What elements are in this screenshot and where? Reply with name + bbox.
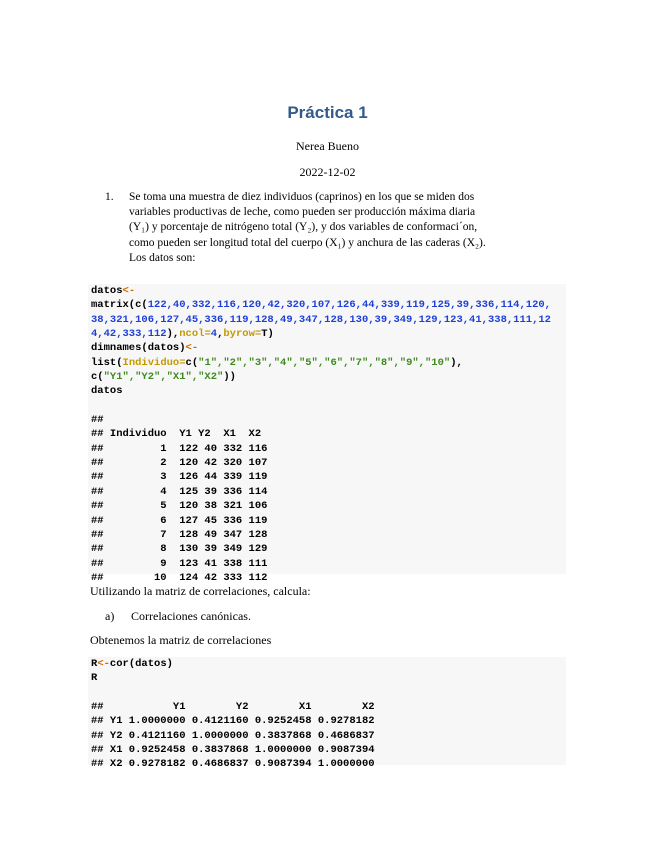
output-line: ## 6 127 45 336 119 [91,514,268,527]
item-number: 1. [105,191,114,203]
output-line: ## [91,414,104,427]
code-line: list(Individuo=c("1","2","3","4","5","6","7","8","9","10"), [91,356,463,369]
code-line: 4,42,333,112),ncol=4,byrow=T) [91,328,274,341]
output-line: ## 2 120 42 320 107 [91,457,268,470]
code-line-blank [91,686,566,700]
document-date: 2022-12-02 [299,165,356,179]
item-line: Los datos son: [129,251,196,264]
code-line: R [91,672,98,685]
paragraph-instruction: Utilizando la matriz de correlaciones, calcula: [90,584,311,598]
output-line: ## Y1 Y2 X1 X2 [91,701,375,714]
code-line-blank [91,399,566,413]
output-line: ## 1 122 40 332 116 [91,442,268,455]
output-line: ## Individuo Y1 Y2 X1 X2 [91,428,262,441]
item-line: (Y₁) y porcentaje de nitrógeno total (Y₂), y dos variables de conformaci´on, [129,221,478,234]
output-line: ## Y1 1.0000000 0.4121160 0.9252458 0.9278182 [91,715,375,728]
output-line: ## 8 130 39 349 129 [91,543,268,556]
output-line: ## 4 125 39 336 114 [91,485,268,498]
output-line: ## 9 123 41 338 111 [91,557,268,570]
item-text [129,190,565,266]
page-title: Práctica 1 [287,103,368,122]
output-line: ## 10 124 42 333 112 [91,571,268,584]
code-block-correlation [88,657,566,771]
code-block-datos [88,284,566,584]
sub-item-text: Correlaciones canónicas. [131,609,251,623]
paragraph-correlation: Obtenemos la matriz de correlaciones [90,633,272,647]
output-line: ## 7 128 49 347 128 [91,528,268,541]
code-line: matrix(c(122,40,332,116,120,42,320,107,126,44,339,119,125,39,336,114,120, [91,299,551,312]
output-line: ## 5 120 38 321 106 [91,500,268,513]
sub-item-a [105,609,251,624]
author-name: Nerea Bueno [296,139,359,153]
sub-item-label: a) [105,609,115,623]
code-line: dimnames(datos)<- [91,342,199,355]
output-line: ## 3 126 44 339 119 [91,471,268,484]
item-line: Se toma una muestra de diez individuos (caprinos) en los que se miden dos [129,191,475,203]
code-line: 38,321,106,127,45,336,119,128,49,347,128,130,39,349,129,123,41,338,111,12 [91,313,551,326]
item-line: como pueden ser longitud total del cuerpo (X₁) y anchura de las caderas (X₂). [129,236,486,249]
code-line: R<-cor(datos) [91,658,173,670]
output-line: ## Y2 0.4121160 1.0000000 0.3837868 0.4686837 [91,729,375,742]
code-line: datos<- [91,285,136,297]
output-line: ## X2 0.9278182 0.4686837 0.9087394 1.0000000 [91,758,375,771]
code-line: datos [91,385,123,398]
item-line: variables productivas de leche, como pueden ser producción máxima diaria [129,206,476,219]
numbered-item-1 [105,190,565,266]
code-line: c("Y1","Y2","X1","X2")) [91,371,236,384]
output-line: ## X1 0.9252458 0.3837868 1.0000000 0.9087394 [91,744,375,757]
